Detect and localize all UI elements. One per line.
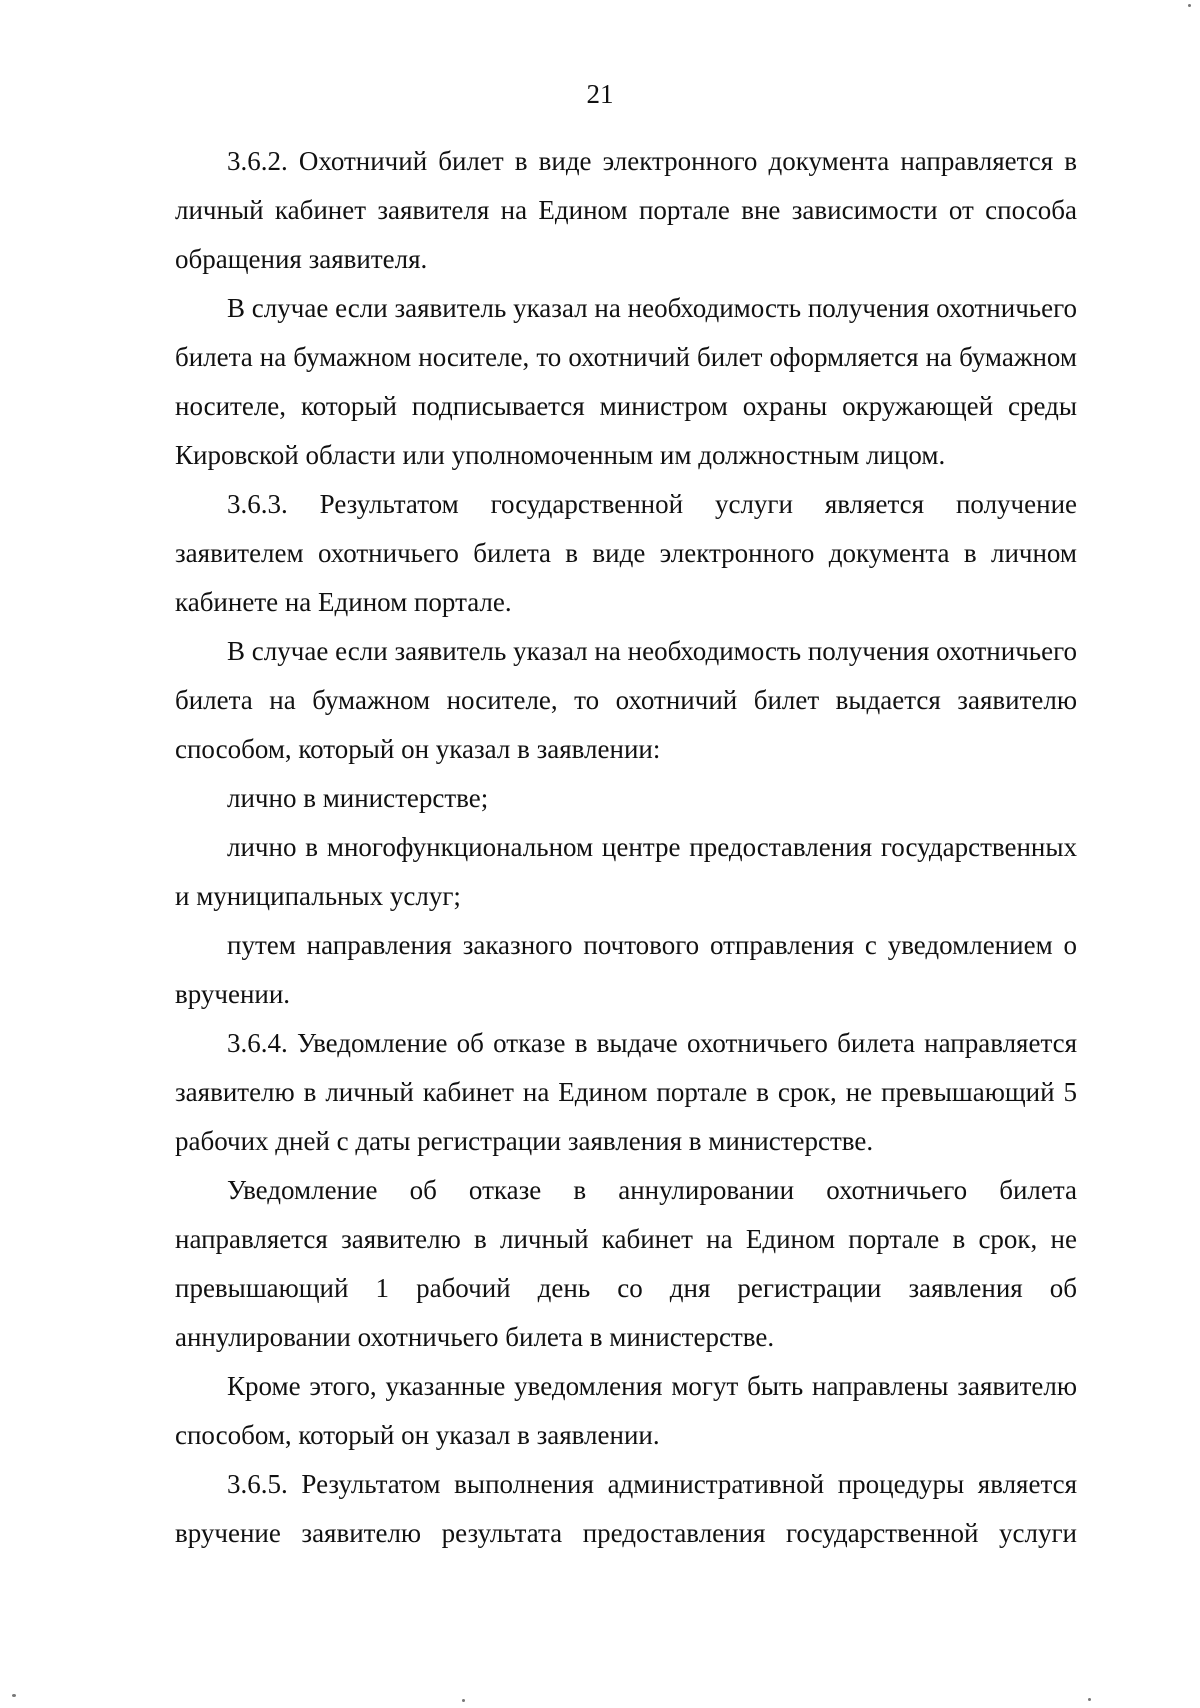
list-item-mfc: лично в многофункциональном центре предоставления государственных и муниципальных услуг; bbox=[175, 832, 1077, 911]
paragraph-cancellation-refusal: Уведомление об отказе в аннулировании охотничьего билета направляется заявителю в личный кабинет на Едином портале в срок, не превышающий 1 рабочий день со дня регистрации заявления об аннулировании охотничьего билета в министерстве. bbox=[175, 1175, 1077, 1352]
paragraph-paper-license-issuance: В случае если заявитель указал на необходимость получения охотничьего билета на бумажном носителе, то охотничий билет оформляется на бумажном носителе, который подписывается министром охраны окружающей среды Кировской области или уполномоченным им должностным лицом. bbox=[175, 293, 1077, 470]
page-number: 21 bbox=[586, 79, 614, 109]
scan-speck bbox=[1188, 4, 1191, 7]
scan-speck bbox=[462, 1699, 465, 1702]
list-item-in-ministry: лично в министерстве; bbox=[227, 783, 489, 813]
list-item-registered-mail: путем направления заказного почтового отправления с уведомлением о вручении. bbox=[175, 930, 1077, 1009]
paragraph-3-6-4: 3.6.4. Уведомление об отказе в выдаче охотничьего билета направляется заявителю в личный кабинет на Едином портале в срок, не превышающий 5 рабочих дней с даты регистрации заявления в министерстве. bbox=[175, 1028, 1077, 1156]
paragraph-3-6-2: 3.6.2. Охотничий билет в виде электронного документа направляется в личный кабинет заявителя на Едином портале вне зависимости от способа обращения заявителя. bbox=[175, 146, 1077, 274]
paragraph-3-6-5: 3.6.5. Результатом выполнения административной процедуры является вручение заявителю результата предоставления государственной услуги bbox=[175, 1469, 1077, 1548]
paragraph-3-6-3: 3.6.3. Результатом государственной услуги является получение заявителем охотничьего билета в виде электронного документа в личном кабинете на Едином портале. bbox=[175, 489, 1077, 617]
paragraph-additional-notice: Кроме этого, указанные уведомления могут быть направлены заявителю способом, который он указал в заявлении. bbox=[175, 1371, 1077, 1450]
scan-speck bbox=[12, 1694, 16, 1697]
paragraph-paper-license-delivery: В случае если заявитель указал на необходимость получения охотничьего билета на бумажном носителе, то охотничий билет выдается заявителю способом, который он указал в заявлении: bbox=[175, 636, 1077, 764]
scan-speck bbox=[1088, 1698, 1091, 1701]
document-body bbox=[175, 137, 1077, 1558]
